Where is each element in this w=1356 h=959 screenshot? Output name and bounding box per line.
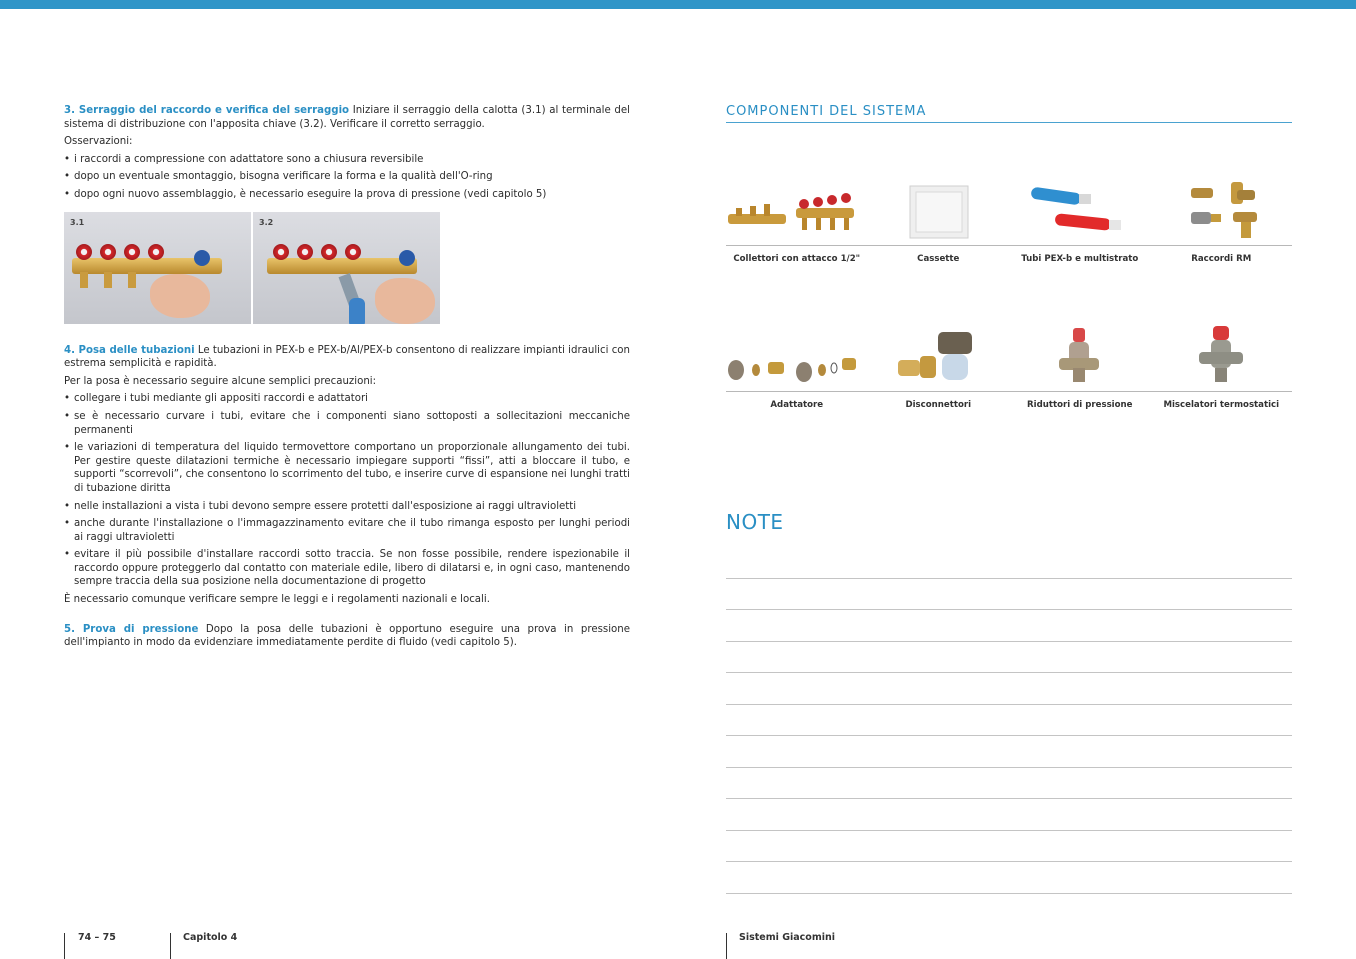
note-line xyxy=(726,798,1292,799)
left-column xyxy=(64,104,630,654)
manifold-image xyxy=(726,176,868,244)
photo-wrench-tightening xyxy=(253,212,440,324)
note-line xyxy=(726,672,1292,673)
list-item: • dopo un eventuale smontaggio, bisogna verificare la forma e la qualità dell'O-ring xyxy=(64,170,630,184)
photo-label: 3.1 xyxy=(70,217,85,227)
precautions-list xyxy=(64,392,630,589)
footer-divider xyxy=(170,933,171,959)
component-manifold xyxy=(726,176,868,244)
list-item: • i raccordi a compressione con adattatore sono a chiusura reversibile xyxy=(64,153,630,167)
installation-photos xyxy=(64,212,630,324)
note-line xyxy=(726,641,1292,642)
page-numbers: 74 – 75 xyxy=(78,932,116,943)
note-line xyxy=(726,830,1292,831)
thermostatic-mixer-image xyxy=(1151,322,1293,390)
hand xyxy=(375,278,435,324)
cassette-image xyxy=(868,176,1010,244)
note-line xyxy=(726,735,1292,736)
components-row-1-rule xyxy=(726,245,1292,246)
note-line xyxy=(726,893,1292,894)
pressure-reducer-image xyxy=(1009,322,1151,390)
component-disconnector xyxy=(868,322,1010,390)
hand xyxy=(150,274,210,318)
footer-divider xyxy=(726,933,727,959)
section-4-heading: 4. Posa delle tubazioni xyxy=(64,344,195,356)
components-row-2 xyxy=(726,322,1292,390)
list-item: • le variazioni di temperatura del liquido termovettore comportano un proporzionale allungamento dei tubi. Per gestire queste dilatazioni termiche è necessario impiegare supporti “fissi”, atti a bloccare il tubo, e supporti “scorrevoli”, che consentono lo scorrimento del tubo, e inserire curve di espansione nei lunghi tratti di tubazione diritta xyxy=(64,441,630,495)
list-item: • dopo ogni nuovo assemblaggio, è necessario eseguire la prova di pressione (vedi capitolo 5) xyxy=(64,188,630,202)
caption-cassette: Cassette xyxy=(917,254,960,264)
list-item: • nelle installazioni a vista i tubi devono sempre essere protetti dall'esposizione ai raggi ultravioletti xyxy=(64,500,630,514)
section-5-paragraph: 5. Prova di pressione Dopo la posa delle tubazioni è opportuno eseguire una prova in pressione dell'impianto in modo da evidenziare immediatamente perdite di fluido (vedi capitolo 5). xyxy=(64,623,630,649)
precautions-intro: Per la posa è necessario seguire alcune semplici precauzioni: xyxy=(64,375,377,387)
component-fittings xyxy=(1151,176,1293,244)
component-pressure-reducer xyxy=(1009,322,1151,390)
note-title: NOTE xyxy=(726,510,784,534)
components-row-2-captions xyxy=(726,400,1292,410)
observations-list xyxy=(64,153,630,202)
brand-label: Sistemi Giacomini xyxy=(739,932,835,943)
components-row-1-captions xyxy=(726,254,1292,264)
caption-manifold: Collettori con attacco 1/2" xyxy=(733,254,861,264)
component-thermostatic-mixer xyxy=(1151,322,1293,390)
disconnector-image xyxy=(868,322,1010,390)
footer-divider xyxy=(64,933,65,959)
caption-thermostatic-mixer: Miscelatori termostatici xyxy=(1163,400,1280,410)
caption-disconnector: Disconnettori xyxy=(905,400,972,410)
component-cassette xyxy=(868,176,1010,244)
caption-fittings: Raccordi RM xyxy=(1191,254,1252,264)
photo-label: 3.2 xyxy=(259,217,274,227)
section-4-paragraph: 4. Posa delle tubazioni Le tubazioni in PEX-b e PEX-b/Al/PEX-b consentono di realizzare impianti idraulici con estrema semplicità e rapidità. xyxy=(64,344,630,370)
note-line xyxy=(726,609,1292,610)
components-row-2-rule xyxy=(726,391,1292,392)
component-adapter xyxy=(726,322,868,390)
photo-tightening-nut xyxy=(64,212,251,324)
section-3-heading: 3. Serraggio del raccordo e verifica del serraggio xyxy=(64,105,350,116)
right-column xyxy=(726,104,1292,534)
section-3-paragraph: 3. Serraggio del raccordo e verifica del serraggio Iniziare il serraggio della calotta (3.1) al terminale del sistema di distribuzione con l'apposita chiave (3.2). Verificare il corretto serraggio. xyxy=(64,105,630,130)
chapter-label: Capitolo 4 xyxy=(183,932,238,943)
top-accent-bar xyxy=(0,0,1356,9)
components-title: COMPONENTI DEL SISTEMA xyxy=(726,104,1292,123)
list-item: • se è necessario curvare i tubi, evitare che i componenti siano sottoposti a sollecitazioni meccaniche permanenti xyxy=(64,410,630,437)
components-row-1 xyxy=(726,176,1292,244)
adapter-image xyxy=(726,322,868,390)
list-item: • anche durante l'installazione o l'immagazzinamento evitare che il tubo rimanga esposto per lunghi periodi ai raggi ultravioletti xyxy=(64,517,630,544)
component-pipes xyxy=(1009,176,1151,244)
pipes-image xyxy=(1009,176,1151,244)
note-line xyxy=(726,704,1292,705)
fittings-image xyxy=(1151,176,1293,244)
note-line xyxy=(726,861,1292,862)
list-item: • collegare i tubi mediante gli appositi raccordi e adattatori xyxy=(64,392,630,406)
regulations-note: È necessario comunque verificare sempre le leggi e i regolamenti nazionali e locali. xyxy=(64,594,490,606)
observations-label: Osservazioni: xyxy=(64,136,133,148)
caption-pressure-reducer: Riduttori di pressione xyxy=(1027,400,1133,410)
section-5-heading: 5. Prova di pressione xyxy=(64,623,199,635)
note-line xyxy=(726,578,1292,579)
note-line xyxy=(726,767,1292,768)
caption-adapter: Adattatore xyxy=(770,400,824,410)
list-item: • evitare il più possibile d'installare raccordi sotto traccia. Se non fosse possibile, rendere ispezionabile il raccordo oppure proteggerlo dal contatto con materiale edile, libero di dilatarsi e, in ogni caso, mantenendo sempre traccia della sua posizione nella documentazione di progetto xyxy=(64,548,630,589)
caption-pipes: Tubi PEX-b e multistrato xyxy=(1021,254,1139,264)
